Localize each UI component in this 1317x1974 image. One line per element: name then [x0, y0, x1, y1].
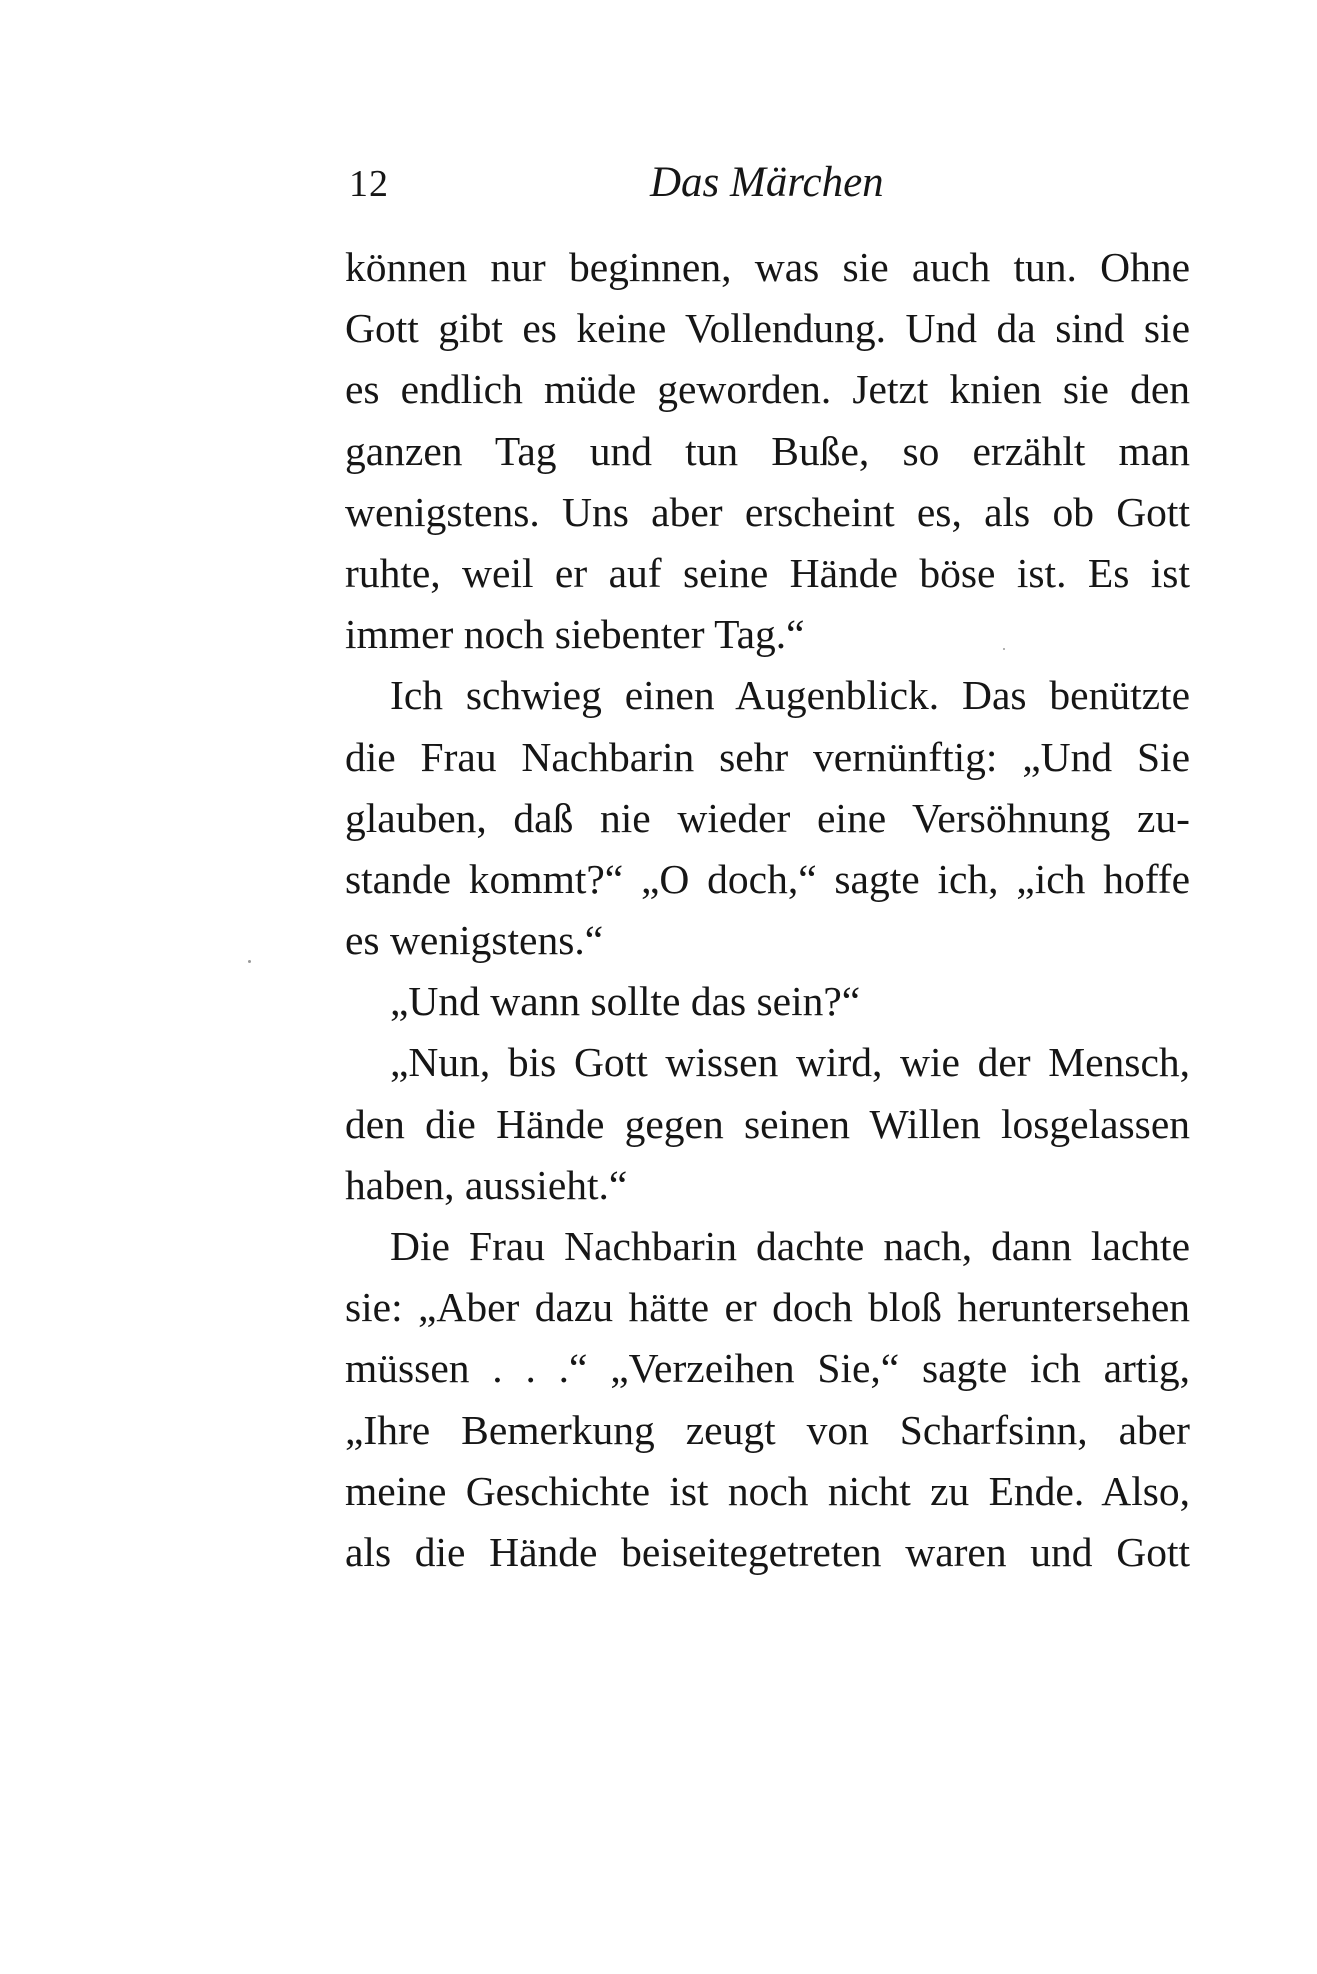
text-line: ruhte, weil er auf seine Hände böse ist. Es ist: [345, 549, 1190, 596]
text-line: ganzen Tag und tun Buße, so erzählt man: [345, 427, 1190, 474]
scan-speck: [1003, 648, 1005, 650]
text-line: können nur beginnen, was sie auch tun. Ohne: [345, 244, 1190, 290]
text-line: die Frau Nachbarin sehr vernünftig: „Und Sie: [345, 733, 1190, 780]
text-line: Die Frau Nachbarin dachte nach, dann lachte: [390, 1223, 1190, 1269]
text-line: es wenigstens.“: [345, 917, 604, 964]
text-line: als die Hände beiseitegetreten waren und Gott: [345, 1528, 1190, 1575]
text-line: es endlich müde geworden. Jetzt knien sie den: [345, 366, 1190, 413]
scan-speck: [248, 960, 251, 963]
text-line: stande kommt?“ „O doch,“ sagte ich, „ich hoffe: [345, 855, 1190, 902]
text-line: sie: „Aber dazu hätte er doch bloß heruntersehen: [345, 1284, 1190, 1331]
text-line: Ich schwieg einen Augenblick. Das benützte: [390, 672, 1190, 719]
text-line: müssen . . .“ „Verzeihen Sie,“ sagte ich artig,: [345, 1345, 1190, 1392]
text-line: Gott gibt es keine Vollendung. Und da sind sie: [345, 305, 1190, 352]
running-title: Das Märchen: [650, 159, 884, 206]
body-text: [345, 237, 1190, 1583]
text-line: „Ihre Bemerkung zeugt von Scharfsinn, aber: [345, 1406, 1190, 1453]
text-line: „Nun, bis Gott wissen wird, wie der Mensch,: [390, 1039, 1190, 1086]
text-line: „Und wann sollte das sein?“: [390, 978, 861, 1025]
text-line: den die Hände gegen seinen Willen losgelassen: [345, 1100, 1190, 1147]
text-line: wenigstens. Uns aber erscheint es, als ob Gott: [345, 488, 1190, 535]
text-line: glauben, daß nie wieder eine Versöhnung zu-: [345, 794, 1190, 841]
text-line: meine Geschichte ist noch nicht zu Ende. Also,: [345, 1467, 1190, 1514]
text-line: immer noch siebenter Tag.“: [345, 611, 805, 658]
text-line: haben, aussieht.“: [345, 1161, 628, 1208]
page-number: 12: [349, 163, 389, 205]
